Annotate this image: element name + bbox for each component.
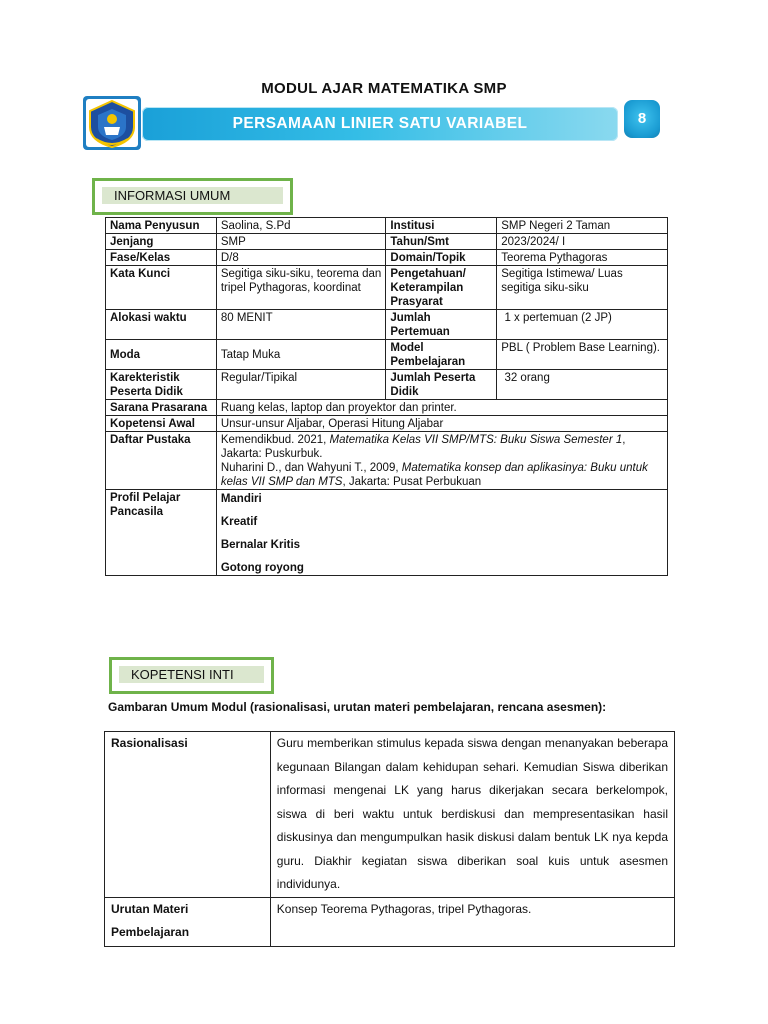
table-row xyxy=(105,897,675,946)
fase-label: Fase/Kelas xyxy=(106,250,217,266)
table-row xyxy=(106,310,668,340)
jumlah-pertemuan-value: 1 x pertemuan (2 JP) xyxy=(497,310,668,340)
informasi-umum-section-box xyxy=(92,178,293,215)
tahun-label: Tahun/Smt xyxy=(386,234,497,250)
alokasi-label: Alokasi waktu xyxy=(106,310,217,340)
table-row xyxy=(106,432,668,490)
rasionalisasi-value: Guru memberikan stimulus kepada siswa dengan menanyakan beberapa kegunaan Bilangan dalam kehidupan sehari. Kemudian Siswa diberikan informasi mengenai LK yang harus dikerjakan secara berkelompok, siswa di beri waktu untuk berdiskusi dan mempresentasikan hasil diskusinya dan mengumpulkan hasik diskusi dalam bentuk LK nya kepda guru. Diakhir kegiatan siswa diberikan soal kuis untuk asesmen individunya. xyxy=(270,732,674,898)
kompetensi-awal-value: Unsur-unsur Aljabar, Operasi Hitung Aljabar xyxy=(216,416,667,432)
ref2-book-title: Matematika konsep dan aplikasinya: Buku untuk kelas VII SMP dan MTS xyxy=(220,462,648,488)
institusi-label: Institusi xyxy=(386,218,497,234)
urutan-materi-label: Urutan Materi Pembelajaran xyxy=(105,897,271,946)
informasi-umum-label: INFORMASI UMUM xyxy=(102,187,283,204)
kata-kunci-value: Segitiga siku-siku, teorema dan tripel Pythagoras, koordinat xyxy=(216,266,386,310)
kompetensi-inti-label: KOPETENSI INTI xyxy=(119,666,264,683)
table-row xyxy=(106,416,668,432)
ref1-book-title: Matematika Kelas VII SMP/MTS: Buku Siswa Semester 1 xyxy=(329,434,623,446)
table-row xyxy=(106,234,668,250)
informasi-umum-table xyxy=(105,217,668,576)
fase-value: D/8 xyxy=(216,250,386,266)
pengetahuan-value: Segitiga Istimewa/ Luas segitiga siku-siku xyxy=(497,266,668,310)
topic-title: PERSAMAAN LINIER SATU VARIABEL xyxy=(232,115,528,132)
ref2-text: Nuharini D., dan Wahyuni T., 2009, xyxy=(220,462,402,474)
moda-value: Tatap Muka xyxy=(216,340,386,370)
ref2-publisher: , Jakarta: Pusat Perbukuan xyxy=(342,476,482,488)
table-row xyxy=(106,218,668,234)
profil-value xyxy=(216,490,667,576)
table-row xyxy=(106,266,668,310)
nama-penyusun-label: Nama Penyusun xyxy=(106,218,217,234)
jumlah-peserta-label: Jumlah Peserta Didik xyxy=(386,370,497,400)
profil-item: Kreatif xyxy=(220,516,258,528)
model-label: Model Pembelajaran xyxy=(386,340,497,370)
table-row xyxy=(106,250,668,266)
jumlah-pertemuan-label: Jumlah Pertemuan xyxy=(386,310,497,340)
table-row xyxy=(106,490,668,576)
gambaran-umum-heading: Gambaran Umum Modul (rasionalisasi, urutan materi pembelajaran, rencana asesmen): xyxy=(108,700,607,714)
ref1-publisher: , Jakarta: Puskurbuk. xyxy=(220,434,626,460)
rasionalisasi-label: Rasionalisasi xyxy=(105,732,271,898)
institusi-value: SMP Negeri 2 Taman xyxy=(497,218,668,234)
table-row xyxy=(105,732,675,898)
tahun-value: 2023/2024/ I xyxy=(497,234,668,250)
jenjang-label: Jenjang xyxy=(106,234,217,250)
profil-label: Profil Pelajar Pancasila xyxy=(106,490,217,576)
profil-item: Mandiri xyxy=(220,493,262,505)
table-row xyxy=(106,400,668,416)
kompetensi-inti-section-box xyxy=(109,657,274,694)
domain-label: Domain/Topik xyxy=(386,250,497,266)
table-row xyxy=(106,370,668,400)
table-row xyxy=(106,340,668,370)
kompetensi-awal-label: Kopetensi Awal xyxy=(106,416,217,432)
alokasi-value: 80 MENIT xyxy=(216,310,386,340)
karakteristik-value: Regular/Tipikal xyxy=(216,370,386,400)
pengetahuan-label: Pengetahuan/ Keterampilan Prasyarat xyxy=(386,266,497,310)
profil-item: Bernalar Kritis xyxy=(220,539,301,551)
chapter-number-badge: 8 xyxy=(624,100,660,138)
daftar-pustaka-label: Daftar Pustaka xyxy=(106,432,217,490)
sarana-value: Ruang kelas, laptop dan proyektor dan printer. xyxy=(216,400,667,416)
kata-kunci-label: Kata Kunci xyxy=(106,266,217,310)
nama-penyusun-value: Saolina, S.Pd xyxy=(216,218,386,234)
moda-label: Moda xyxy=(106,340,217,370)
tut-wuri-handayani-logo xyxy=(82,95,142,151)
urutan-materi-value: Konsep Teorema Pythagoras, tripel Pythagoras. xyxy=(270,897,674,946)
profil-item: Gotong royong xyxy=(220,562,304,574)
model-value: PBL ( Problem Base Learning). xyxy=(497,340,668,370)
gambaran-umum-table xyxy=(104,731,675,947)
domain-value: Teorema Pythagoras xyxy=(497,250,668,266)
ref1-text: Kemendikbud. 2021, xyxy=(220,434,330,446)
karakteristik-label: Karekteristik Peserta Didik xyxy=(106,370,217,400)
jumlah-peserta-value: 32 orang xyxy=(497,370,668,400)
jenjang-value: SMP xyxy=(216,234,386,250)
sarana-label: Sarana Prasarana xyxy=(106,400,217,416)
daftar-pustaka-value xyxy=(216,432,667,490)
document-title: MODUL AJAR MATEMATIKA SMP xyxy=(261,80,507,97)
